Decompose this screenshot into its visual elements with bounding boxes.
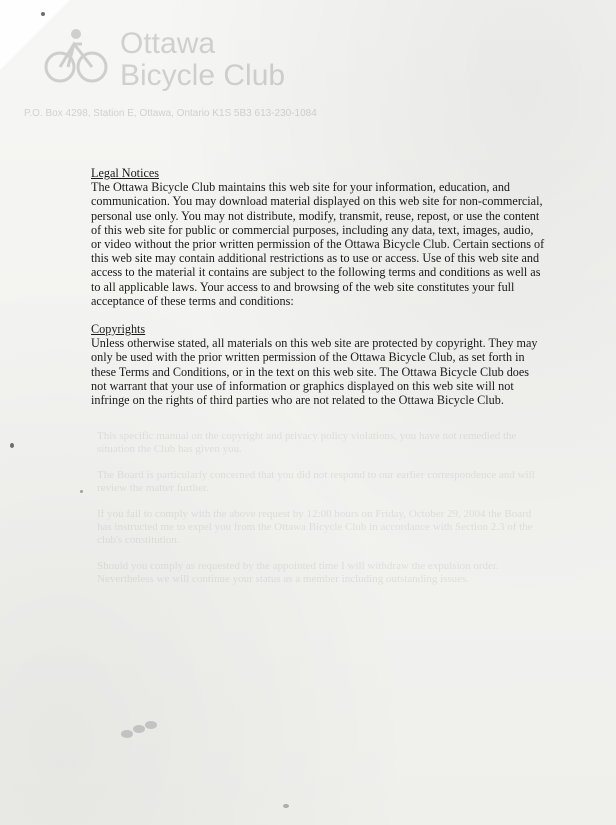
show-through-paragraph: The Board is particularly concerned that you did not respond to our earlier correspondence and will review the matter further. xyxy=(97,469,535,494)
ink-speck xyxy=(80,490,83,493)
legal-notices-body: The Ottawa Bicycle Club maintains this web site for your information, education, and communication. You may download material displayed on this web site for non-commercial, personal use only. You may not distribute, modify, transmit, reuse, repost, or use the content of this web site for public or commercial purposes, including any data, text, images, audio, or video without the prior written permission of the Ottawa Bicycle Club. Certain sections of this web site may contain additional restrictions as to use or access. Use of this web site and access to the material it contains are subject to the following terms and conditions as well as to all applicable laws. Your access to and browsing of the web site constitutes your full acceptance of these terms and conditions: xyxy=(91,180,545,308)
copyrights-heading: Copyrights xyxy=(91,322,146,337)
ink-speck xyxy=(10,443,14,448)
club-name-line2: Bicycle Club xyxy=(120,59,286,92)
document-body xyxy=(91,166,546,407)
show-through-text xyxy=(97,430,547,599)
club-name xyxy=(120,28,285,92)
show-through-paragraph: This specific manual on the copyright and privacy policy violations, you have not remedied the situation the Club has given you. xyxy=(97,430,517,455)
club-name-line1: Ottawa xyxy=(120,27,216,60)
ink-speck xyxy=(41,12,45,16)
show-through-paragraph: If you fail to comply with the above request by 12:00 hours on Friday, October 29, 2004 the Board has instructed me to expel you from the Ottawa Bicycle Club in accordance with Section 2.3 of the club's constitution. xyxy=(97,508,533,546)
club-address: P.O. Box 4298, Station E, Ottawa, Ontario K1S 5B3 613-230-1084 xyxy=(24,108,317,119)
club-logo-icon xyxy=(40,22,110,92)
legal-notices-heading: Legal Notices xyxy=(91,166,160,180)
show-through-paragraph: Should you comply as requested by the appointed time I will withdraw the expulsion order. Nevertheless we will continue your status as a member including outstanding issues. xyxy=(97,560,499,585)
ink-speck xyxy=(283,804,289,808)
copyrights-body: Unless otherwise stated, all materials on this web site are protected by copyright. They may only be used with the prior written permission of the Ottawa Bicycle Club, as set forth in these Terms and Conditions, or in the text on this web site. The Ottawa Bicycle Club does not warrant that your use of information or graphics displayed on this web site will not infringe on the rights of third parties who are not related to the Ottawa Bicycle Club. xyxy=(91,336,538,408)
smudge-mark xyxy=(115,718,163,742)
